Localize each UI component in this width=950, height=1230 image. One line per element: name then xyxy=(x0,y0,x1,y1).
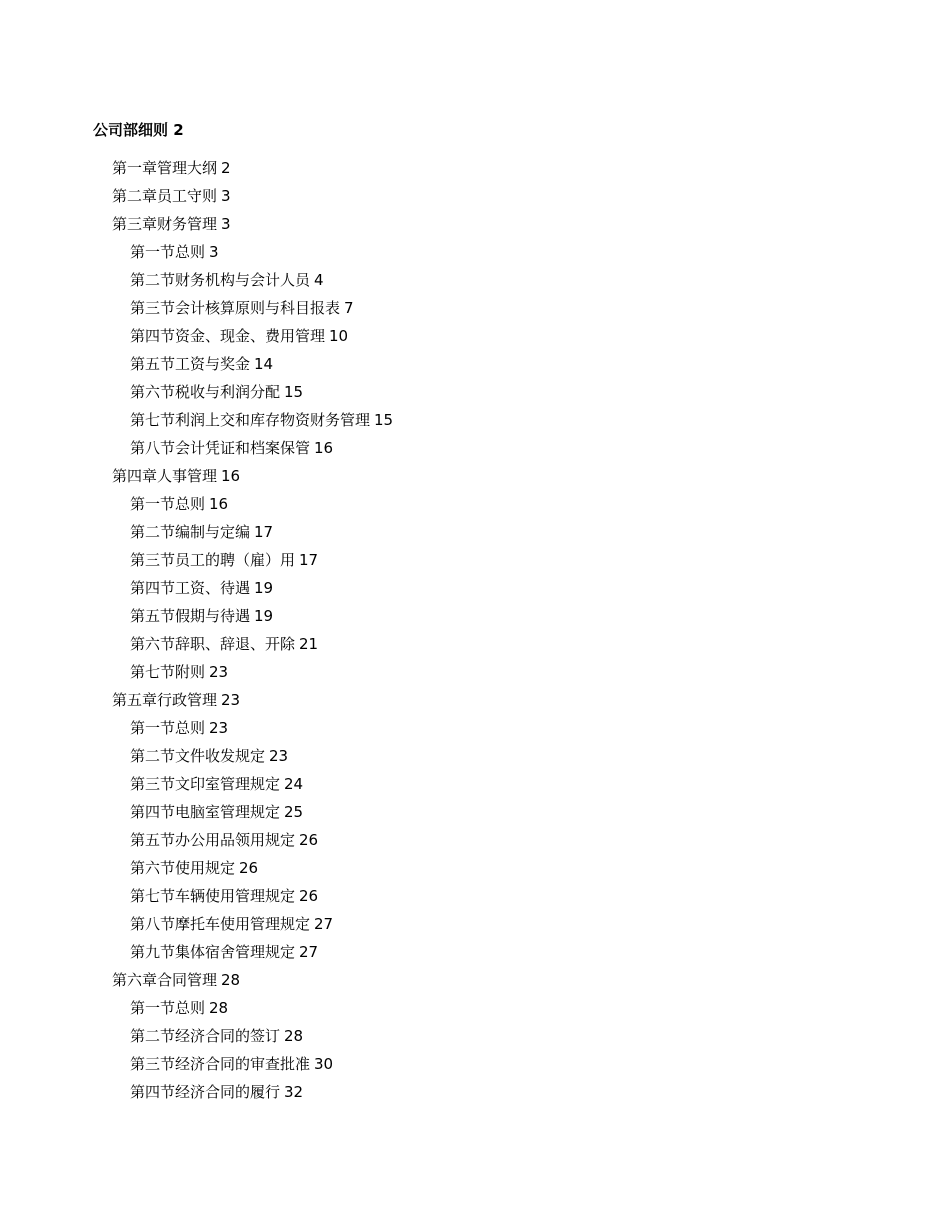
toc-list xyxy=(93,154,893,1106)
toc-entry-label: 第五节办公用品领用规定 xyxy=(130,831,296,849)
toc-page-number: 7 xyxy=(344,299,354,317)
toc-entry-label: 第二章员工守则 xyxy=(112,187,218,205)
toc-entry-label: 第二节经济合同的签订 xyxy=(130,1027,281,1045)
toc-page-number: 30 xyxy=(314,1055,334,1073)
toc-entry-label: 第一节总则 xyxy=(130,243,206,261)
toc-page-number: 23 xyxy=(209,719,229,737)
toc-page-number: 3 xyxy=(221,187,231,205)
toc-entry-label: 第四节资金、现金、费用管理 xyxy=(130,327,326,345)
toc-entry-label: 第六章合同管理 xyxy=(112,971,218,989)
toc-page-number: 26 xyxy=(239,859,259,877)
toc-page-number: 17 xyxy=(299,551,319,569)
toc-entry-label: 第七节利润上交和库存物资财务管理 xyxy=(130,411,371,429)
toc-section-entry[interactable] xyxy=(93,602,893,630)
toc-chapter-entry[interactable] xyxy=(93,182,893,210)
toc-entry-label: 第三章财务管理 xyxy=(112,215,218,233)
toc-entry-label: 第二节编制与定编 xyxy=(130,523,251,541)
toc-entry-label: 第五节假期与待遇 xyxy=(130,607,251,625)
toc-section-entry[interactable] xyxy=(93,770,893,798)
toc-entry-label: 第四节电脑室管理规定 xyxy=(130,803,281,821)
toc-page-number: 16 xyxy=(314,439,334,457)
toc-title: 公司部细则 2 xyxy=(93,121,184,139)
toc-section-entry[interactable] xyxy=(93,742,893,770)
toc-chapter-entry[interactable] xyxy=(93,686,893,714)
toc-entry-label: 第八节摩托车使用管理规定 xyxy=(130,915,311,933)
toc-entry-label: 第四节经济合同的履行 xyxy=(130,1083,281,1101)
toc-entry-label: 第七节附则 xyxy=(130,663,206,681)
toc-page-number: 16 xyxy=(221,467,241,485)
toc-entry-label: 第六节辞职、辞退、开除 xyxy=(130,635,296,653)
toc-section-entry[interactable] xyxy=(93,574,893,602)
toc-entry-label: 第二节财务机构与会计人员 xyxy=(130,271,311,289)
toc-page-number: 26 xyxy=(299,831,319,849)
toc-entry-label: 第四章人事管理 xyxy=(112,467,218,485)
toc-page-number: 28 xyxy=(221,971,241,989)
toc-page-number: 19 xyxy=(254,607,274,625)
toc-page-number: 23 xyxy=(269,747,289,765)
toc-section-entry[interactable] xyxy=(93,322,893,350)
toc-page-number: 23 xyxy=(209,663,229,681)
toc-section-entry[interactable] xyxy=(93,882,893,910)
toc-page-number: 15 xyxy=(284,383,304,401)
toc-section-entry[interactable] xyxy=(93,938,893,966)
toc-entry-label: 第八节会计凭证和档案保管 xyxy=(130,439,311,457)
toc-entry-label: 第三节员工的聘（雇）用 xyxy=(130,551,296,569)
toc-page-number: 19 xyxy=(254,579,274,597)
toc-entry-label: 第五章行政管理 xyxy=(112,691,218,709)
toc-section-entry[interactable] xyxy=(93,1022,893,1050)
toc-section-entry[interactable] xyxy=(93,854,893,882)
toc-page-number: 28 xyxy=(284,1027,304,1045)
toc-entry-label: 第六节使用规定 xyxy=(130,859,236,877)
toc-page-number: 25 xyxy=(284,803,304,821)
toc-section-entry[interactable] xyxy=(93,518,893,546)
toc-page-number: 26 xyxy=(299,887,319,905)
toc-section-entry[interactable] xyxy=(93,350,893,378)
toc-section-entry[interactable] xyxy=(93,266,893,294)
toc-page-number: 3 xyxy=(221,215,231,233)
toc-entry-label: 第四节工资、待遇 xyxy=(130,579,251,597)
toc-page-number: 27 xyxy=(299,943,319,961)
toc-page-number: 4 xyxy=(314,271,324,289)
toc-section-entry[interactable] xyxy=(93,434,893,462)
toc-entry-label: 第二节文件收发规定 xyxy=(130,747,266,765)
toc-page-number: 15 xyxy=(374,411,394,429)
toc-section-entry[interactable] xyxy=(93,490,893,518)
toc-entry-label: 第六节税收与利润分配 xyxy=(130,383,281,401)
toc-entry-label: 第一章管理大纲 xyxy=(112,159,218,177)
toc-chapter-entry[interactable] xyxy=(93,462,893,490)
toc-section-entry[interactable] xyxy=(93,1050,893,1078)
toc-section-entry[interactable] xyxy=(93,630,893,658)
toc-page-number: 3 xyxy=(209,243,219,261)
toc-page-number: 14 xyxy=(254,355,274,373)
toc-entry-label: 第七节车辆使用管理规定 xyxy=(130,887,296,905)
toc-page-number: 16 xyxy=(209,495,229,513)
toc-section-entry[interactable] xyxy=(93,406,893,434)
toc-section-entry[interactable] xyxy=(93,1078,893,1106)
toc-entry-label: 第五节工资与奖金 xyxy=(130,355,251,373)
toc-section-entry[interactable] xyxy=(93,378,893,406)
toc-entry-label: 第三节会计核算原则与科目报表 xyxy=(130,299,341,317)
toc-page-number: 2 xyxy=(221,159,231,177)
toc-entry-label: 第一节总则 xyxy=(130,495,206,513)
toc-page-number: 21 xyxy=(299,635,319,653)
toc-entry-label: 第三节文印室管理规定 xyxy=(130,775,281,793)
toc-section-entry[interactable] xyxy=(93,798,893,826)
toc-section-entry[interactable] xyxy=(93,994,893,1022)
toc-chapter-entry[interactable] xyxy=(93,210,893,238)
toc-section-entry[interactable] xyxy=(93,238,893,266)
toc-section-entry[interactable] xyxy=(93,826,893,854)
toc-page-number: 28 xyxy=(209,999,229,1017)
toc-page-number: 32 xyxy=(284,1083,304,1101)
table-of-contents xyxy=(93,117,893,1106)
toc-entry-label: 第一节总则 xyxy=(130,719,206,737)
toc-section-entry[interactable] xyxy=(93,714,893,742)
toc-entry-label: 第九节集体宿舍管理规定 xyxy=(130,943,296,961)
toc-section-entry[interactable] xyxy=(93,658,893,686)
toc-page-number: 27 xyxy=(314,915,334,933)
toc-page-number: 23 xyxy=(221,691,241,709)
toc-chapter-entry[interactable] xyxy=(93,154,893,182)
toc-section-entry[interactable] xyxy=(93,294,893,322)
toc-entry-label: 第三节经济合同的审查批准 xyxy=(130,1055,311,1073)
toc-chapter-entry[interactable] xyxy=(93,966,893,994)
toc-page-number: 10 xyxy=(329,327,349,345)
toc-section-entry[interactable] xyxy=(93,910,893,938)
toc-page-number: 24 xyxy=(284,775,304,793)
toc-page-number: 17 xyxy=(254,523,274,541)
toc-section-entry[interactable] xyxy=(93,546,893,574)
toc-entry-label: 第一节总则 xyxy=(130,999,206,1017)
